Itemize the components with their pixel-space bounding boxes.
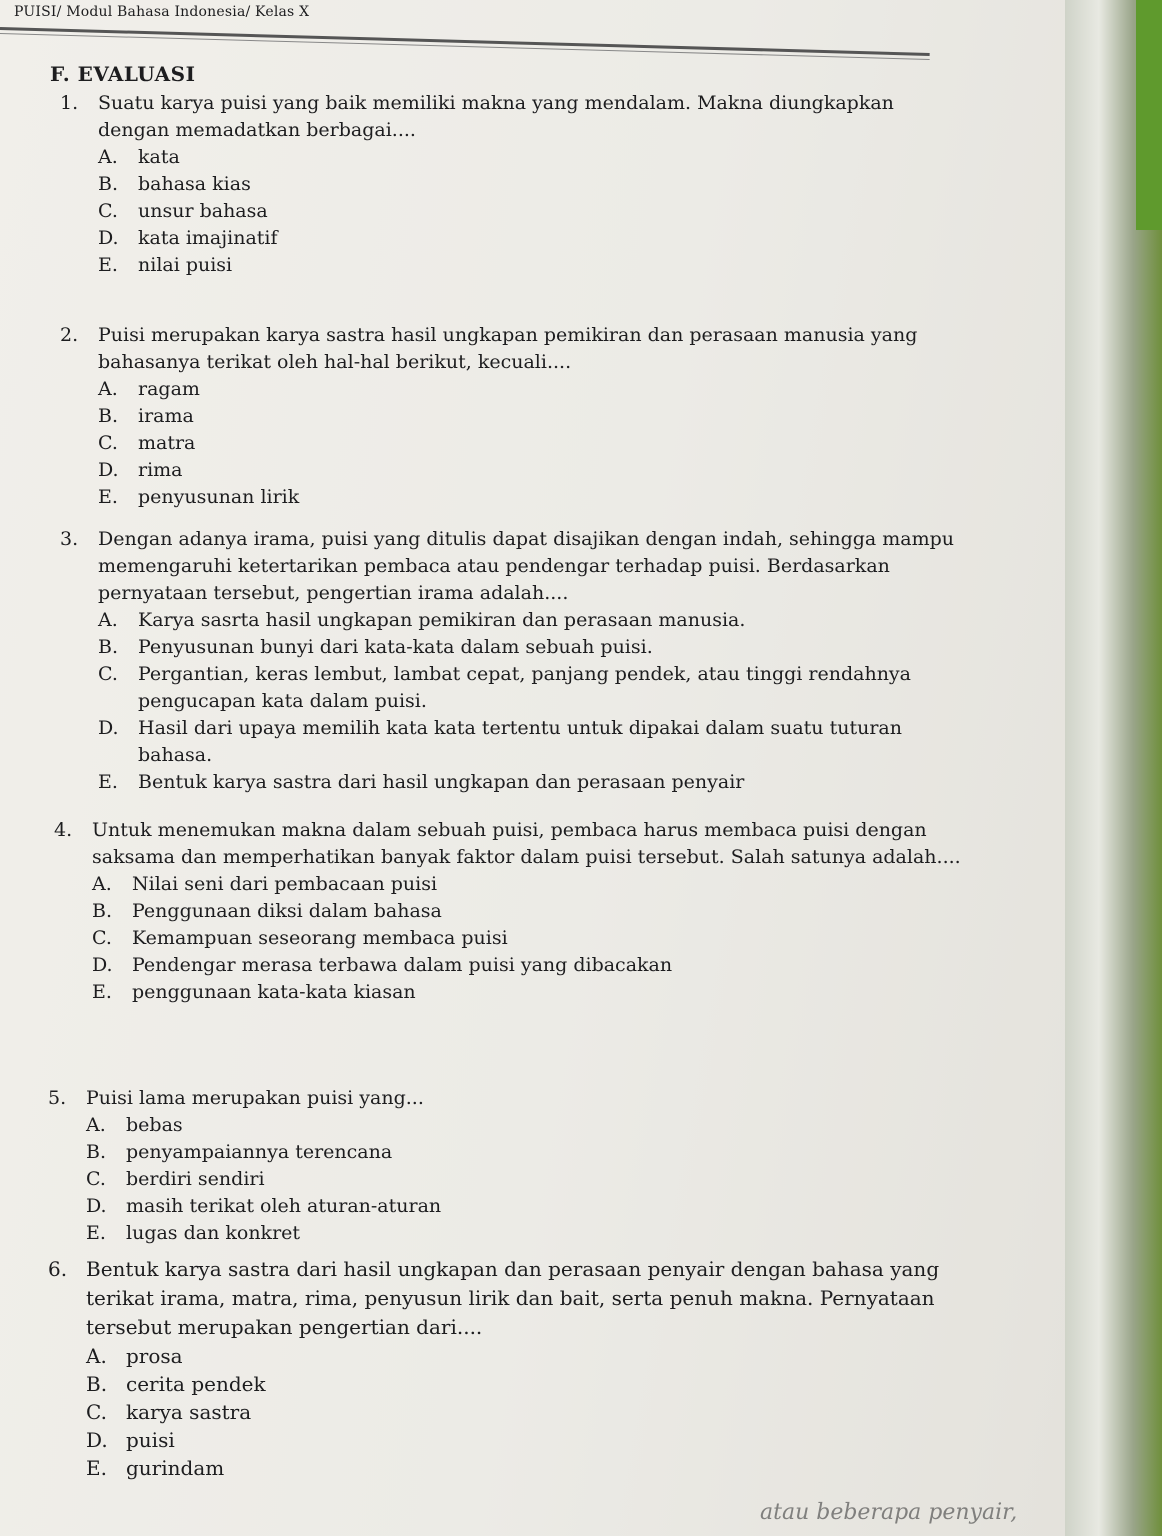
option: A. kata [98,146,180,168]
question-text: Untuk menemukan makna dalam sebuah puisi, pembaca harus membaca puisi dengan saksama dan memperhatikan banyak faktor dalam puisi tersebut. Salah satunya adalah.... [92,819,961,868]
question-number: 3. [60,528,79,550]
question-number: 4. [54,819,73,841]
option: B. penyampaiannya terencana [86,1141,393,1163]
option: B. cerita pendek [86,1372,266,1396]
option: C. matra [98,432,196,454]
option: B. Penggunaan diksi dalam bahasa [92,900,442,922]
option: D. masih terikat oleh aturan-aturan [86,1195,442,1217]
option: A. Nilai seni dari pembacaan puisi [92,873,438,895]
question-text: Bentuk karya sastra dari hasil ungkapan dan perasaan penyair dengan bahasa yang terikat irama, matra, rima, penyusun lirik dan bait, serta penuh makna. Pernyataan tersebut merupakan pengertian dari.... [86,1257,940,1339]
option: E. Bentuk karya sastra dari hasil ungkapan dan perasaan penyair [98,771,745,793]
question-2 [60,322,920,511]
option: B. irama [98,405,194,427]
question-text: Suatu karya puisi yang baik memiliki makna yang mendalam. Makna diungkapkan dengan memadatkan berbagai.... [98,92,894,141]
option: A. ragam [98,378,200,400]
question-6 [48,1255,963,1482]
next-page-bleed-text: atau beberapa penyair, [760,1500,1018,1525]
option: C. Pergantian, keras lembut, lambat cepat, panjang pendek, atau tinggi rendahnya pengucapan kata dalam puisi. [98,663,911,712]
question-4 [54,817,964,1006]
option: C. Kemampuan seseorang membaca puisi [92,927,508,949]
option: E. nilai puisi [98,254,233,276]
question-3 [60,526,960,796]
option: D. kata imajinatif [98,227,278,249]
question-text: Puisi merupakan karya sastra hasil ungkapan pemikiran dan perasaan manusia yang bahasanya terikat oleh hal-hal berikut, kecuali.... [98,324,918,373]
option: B. bahasa kias [98,173,251,195]
option: C. berdiri sendiri [86,1168,265,1190]
question-text: Dengan adanya irama, puisi yang ditulis dapat disajikan dengan indah, sehingga mampu memengaruhi ketertarikan pembaca atau pendengar terhadap puisi. Berdasarkan pernyataan tersebut, pengertian irama adalah.... [98,528,955,604]
option: D. rima [98,459,183,481]
option: E. gurindam [86,1456,225,1480]
question-text: Puisi lama merupakan puisi yang... [86,1087,424,1109]
question-number: 6. [48,1257,68,1281]
question-5 [48,1085,748,1247]
option: A. prosa [86,1344,183,1368]
background-edge [1065,0,1162,1536]
question-number: 1. [60,92,79,114]
question-number: 5. [48,1087,67,1109]
option: E. penyusunan lirik [98,486,300,508]
option: D. puisi [86,1428,175,1452]
question-number: 2. [60,324,79,346]
option: E. lugas dan konkret [86,1222,301,1244]
option: A. bebas [86,1114,183,1136]
green-stripe [1136,0,1162,230]
page-header: PUISI/ Modul Bahasa Indonesia/ Kelas X [14,4,310,20]
option: E. penggunaan kata-kata kiasan [92,981,416,1003]
option: C. unsur bahasa [98,200,268,222]
section-title: F. EVALUASI [50,62,196,86]
question-1 [60,90,900,279]
option: A. Karya sasrta hasil ungkapan pemikiran dan perasaan manusia. [98,609,746,631]
option: D. Hasil dari upaya memilih kata kata tertentu untuk dipakai dalam suatu tuturan bahasa. [98,717,902,766]
option: C. karya sastra [86,1400,252,1424]
option: B. Penyusunan bunyi dari kata-kata dalam sebuah puisi. [98,636,653,658]
option: D. Pendengar merasa terbawa dalam puisi yang dibacakan [92,954,673,976]
